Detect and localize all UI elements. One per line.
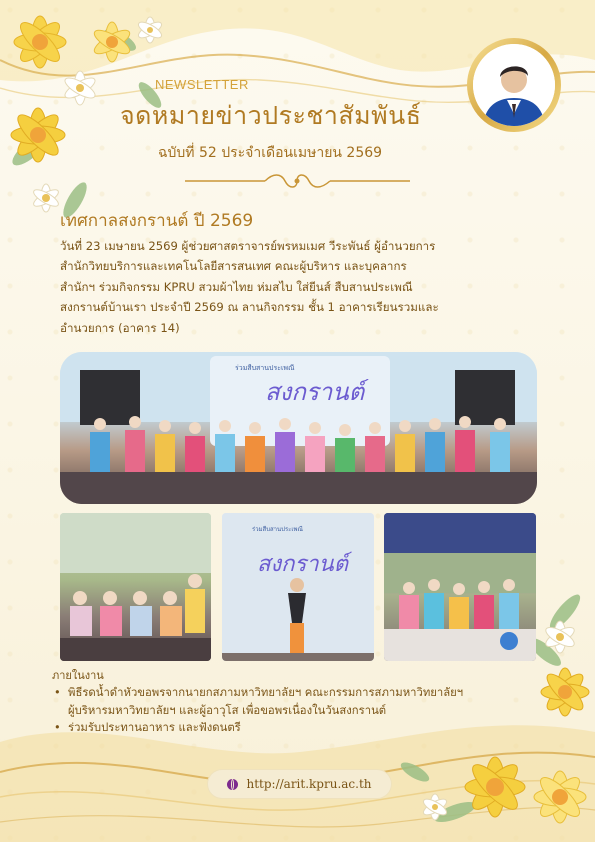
globe-icon bbox=[227, 779, 238, 790]
newsletter-label: NEWSLETTER bbox=[155, 77, 249, 92]
banner-top-text-small: ร่วมสืบสานประเพณี bbox=[252, 526, 303, 533]
article-body-line: อำนวยการ (อาคาร 14) bbox=[60, 320, 180, 335]
issue-label: ฉบับที่ 52 ประจำเดือนเมษายน 2569 bbox=[158, 145, 383, 161]
list-item bbox=[54, 684, 544, 719]
banner-word-small: สงกรานต์ bbox=[257, 552, 348, 577]
activity-list bbox=[54, 684, 544, 737]
list-item-line: ผู้บริหารมหาวิทยาลัยฯ และผู้อาวุโส เพื่อขอพรเนื่องในวันสงกรานต์ bbox=[68, 703, 387, 717]
seated-guests-illustration bbox=[60, 513, 211, 661]
main-event-photo bbox=[60, 352, 537, 504]
divider-ornament-icon bbox=[185, 173, 410, 189]
inside-event-label: ภายในงาน bbox=[52, 669, 104, 682]
article-body-line: สงกรานต์บ้านเรา ประจำปี 2569 ณ ลานกิจกรรม ชั้น 1 อาคารเรียนรวมและ bbox=[60, 300, 439, 315]
banner-word: สงกรานต์ bbox=[265, 378, 365, 406]
person-portrait-icon bbox=[473, 44, 555, 126]
website-link[interactable] bbox=[208, 770, 391, 798]
stage-performer-illustration bbox=[222, 513, 374, 661]
list-item-line: ร่วมรับประทานอาหาร และฟังดนตรี bbox=[68, 721, 241, 734]
website-url[interactable]: http://arit.kpru.ac.th bbox=[246, 777, 372, 791]
article-body bbox=[60, 236, 555, 338]
event-photo-3 bbox=[384, 513, 536, 661]
article-body-line: วันที่ 23 เมษายน 2569 ผู้ช่วยศาสตราจารย์พรหมเมศ วีระพันธ์ ผู้อำนวยการ bbox=[60, 239, 436, 253]
list-item bbox=[54, 719, 544, 737]
page-title: จดหมายข่าวประชาสัมพันธ์ bbox=[120, 101, 422, 130]
list-item-line: พิธีรดน้ำดำหัวขอพรจากนายกสภามหาวิทยาลัยฯ คณะกรรมการสภามหาวิทยาลัยฯ bbox=[68, 686, 464, 699]
avatar bbox=[473, 44, 555, 126]
event-photo-2 bbox=[222, 513, 374, 661]
tent-gathering-illustration bbox=[384, 513, 536, 661]
banner-top-text: ร่วมสืบสานประเพณี bbox=[235, 364, 295, 372]
article-body-line: สำนักฯ ร่วมกิจกรรม KPRU สวมผ้าไทย ห่มสไบ ใส่ยีนส์ สืบสานประเพณี bbox=[60, 279, 413, 294]
article-heading: เทศกาลสงกรานต์ ปี 2569 bbox=[60, 211, 254, 231]
article-body-line: สำนักวิทยบริการและเทคโนโลยีสารสนเทศ คณะผู้บริหาร และบุคลากร bbox=[60, 259, 407, 274]
group-photo-illustration bbox=[60, 352, 537, 504]
event-photo-1 bbox=[60, 513, 211, 661]
